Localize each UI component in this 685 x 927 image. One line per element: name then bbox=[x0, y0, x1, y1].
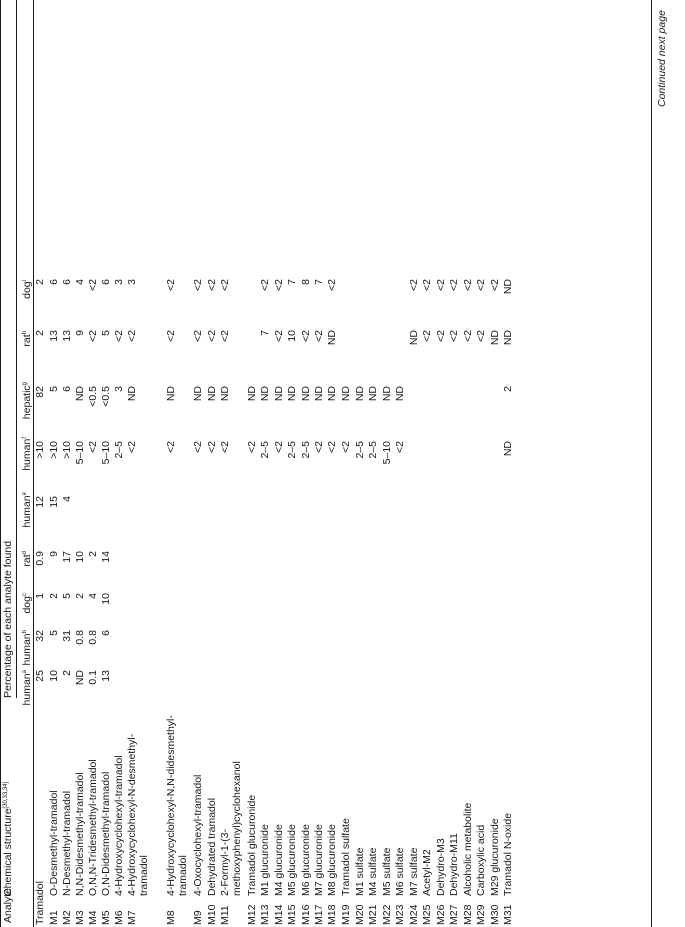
structure-cell: Acetyl-M2 bbox=[421, 849, 433, 896]
value-cell: 5 bbox=[100, 330, 112, 336]
value-cell: 5 bbox=[61, 593, 73, 599]
value-cell: 2 bbox=[34, 279, 46, 285]
value-cell: 2–5 bbox=[286, 441, 298, 459]
structure-cell: Dehydro-M3 bbox=[435, 838, 447, 896]
value-cell: ND bbox=[354, 386, 366, 402]
value-cell: <2 bbox=[113, 330, 125, 342]
value-cell: <2 bbox=[448, 279, 460, 291]
analyte-header: Analyte bbox=[2, 887, 14, 923]
analyte-cell: M11 bbox=[219, 905, 231, 925]
value-cell: 10 bbox=[286, 330, 298, 342]
structure-cell: M5 glucuronide bbox=[286, 824, 298, 896]
value-cell: 12 bbox=[34, 496, 46, 508]
structure-cell: 4-Hydroxycyclohexyl-tramadol bbox=[113, 755, 125, 896]
analyte-cell: M27 bbox=[448, 904, 460, 925]
structure-cell: Tramadol sulfate bbox=[340, 818, 352, 896]
analyte-cell: M30 bbox=[489, 904, 501, 925]
value-cell: 2–5 bbox=[259, 441, 271, 459]
value-cell: 3 bbox=[126, 279, 138, 285]
value-cell: 6 bbox=[48, 279, 60, 285]
value-cell: 13 bbox=[61, 330, 73, 342]
value-cell: ND bbox=[326, 330, 338, 346]
structure-cell: M1 sulfate bbox=[354, 847, 366, 896]
analyte-cell: M19 bbox=[340, 904, 352, 925]
value-cell: 2–5 bbox=[113, 441, 125, 459]
species-header-6: human$^f$ bbox=[21, 437, 33, 471]
value-cell: ND bbox=[286, 386, 298, 402]
value-cell: <2 bbox=[87, 441, 99, 453]
value-cell: <2 bbox=[165, 441, 177, 453]
value-cell: <2 bbox=[126, 330, 138, 342]
value-cell: 0.8 bbox=[87, 630, 99, 645]
structure-cell: Tramadol N-oxide bbox=[502, 812, 514, 896]
value-cell: 25 bbox=[34, 670, 46, 682]
value-cell: <2 bbox=[475, 279, 487, 291]
continued-note: Continued next page bbox=[656, 10, 668, 107]
structure-cell: Dehydrated tramadol bbox=[206, 797, 218, 896]
analyte-cell: M21 bbox=[367, 904, 379, 925]
value-cell: ND bbox=[502, 279, 514, 295]
species-header-3: dog$^c$ bbox=[21, 593, 33, 614]
value-cell: <2 bbox=[219, 279, 231, 291]
value-cell: <2 bbox=[165, 330, 177, 342]
analyte-cell: M20 bbox=[354, 904, 366, 925]
value-cell: 10 bbox=[48, 670, 60, 682]
analyte-cell: M5 bbox=[100, 910, 112, 925]
value-cell: 15 bbox=[48, 496, 60, 508]
value-cell: 5–10 bbox=[381, 441, 393, 465]
value-cell: <2 bbox=[87, 279, 99, 291]
value-cell: <2 bbox=[192, 279, 204, 291]
value-cell: 6 bbox=[61, 279, 73, 285]
value-cell: ND bbox=[192, 386, 204, 402]
value-cell: 9 bbox=[48, 551, 60, 557]
value-cell: 1 bbox=[34, 593, 46, 599]
structure-cell: M1 glucuronide bbox=[259, 824, 271, 896]
value-cell: ND bbox=[206, 386, 218, 402]
value-cell: <2 bbox=[206, 441, 218, 453]
structure-cell: M29 glucuronide bbox=[489, 818, 501, 896]
value-cell: <2 bbox=[340, 441, 352, 453]
species-header-8: rat$^h$ bbox=[21, 331, 33, 347]
species-header-2: human$^b$ bbox=[21, 630, 33, 666]
analyte-cell: M23 bbox=[394, 904, 406, 925]
structure-cell: 4-Hydroxycyclohexyl-N-desmethyl-tramadol bbox=[126, 733, 150, 896]
value-cell: <2 bbox=[408, 279, 420, 291]
value-cell: <2 bbox=[206, 279, 218, 291]
value-cell: 2 bbox=[74, 593, 86, 599]
analyte-cell: M31 bbox=[502, 904, 514, 925]
value-cell: <2 bbox=[273, 330, 285, 342]
value-cell: <2 bbox=[448, 330, 460, 342]
value-cell: 31 bbox=[61, 630, 73, 642]
analyte-cell: M1 bbox=[48, 910, 60, 925]
value-cell: <2 bbox=[87, 330, 99, 342]
value-cell: 3 bbox=[113, 279, 125, 285]
structure-cell: O,N-Didesmethyl-tramadol bbox=[100, 771, 112, 896]
value-cell: 13 bbox=[100, 670, 112, 682]
value-cell: <2 bbox=[246, 441, 258, 453]
structure-cell: 4-Oxocyclohexyl-tramadol bbox=[192, 774, 204, 896]
structure-cell: M7 sulfate bbox=[408, 847, 420, 896]
structure-header: Chemical structure[30,33,34] bbox=[2, 781, 14, 896]
value-cell: 8 bbox=[300, 279, 312, 285]
analyte-cell: M7 bbox=[126, 910, 138, 925]
value-cell: ND bbox=[340, 386, 352, 402]
percentage-header: Percentage of each analyte found bbox=[2, 540, 14, 698]
structure-cell: M4 sulfate bbox=[367, 847, 379, 896]
value-cell: <2 bbox=[300, 330, 312, 342]
analyte-cell: M4 bbox=[87, 910, 99, 925]
value-cell: ND bbox=[259, 386, 271, 402]
value-cell: ND bbox=[489, 330, 501, 346]
value-cell: 17 bbox=[61, 551, 73, 563]
table-top-rule bbox=[0, 0, 1, 927]
analyte-cell: M3 bbox=[74, 910, 86, 925]
value-cell: <2 bbox=[421, 330, 433, 342]
analyte-cell: M12 bbox=[246, 904, 258, 925]
structure-cell: O-Desmethyl-tramadol bbox=[48, 790, 60, 896]
value-cell: 7 bbox=[259, 330, 271, 336]
value-cell: ND bbox=[367, 386, 379, 402]
value-cell: 5–10 bbox=[74, 441, 86, 465]
value-cell: <0.5 bbox=[87, 386, 99, 407]
structure-cell: 4-Hydroxycyclohexyl-N,N-didesmethyl-tramadol bbox=[165, 715, 189, 896]
value-cell: 6 bbox=[100, 279, 112, 285]
value-cell: ND bbox=[219, 386, 231, 402]
value-cell: <2 bbox=[326, 441, 338, 453]
analyte-cell: M26 bbox=[435, 904, 447, 925]
structure-cell: 2-Formyl-1-(3-methoxyphenyl)cyclohexanol bbox=[219, 761, 243, 896]
value-cell: <2 bbox=[219, 330, 231, 342]
structure-cell: Carboxylic acid bbox=[475, 824, 487, 896]
value-cell: <2 bbox=[462, 279, 474, 291]
analyte-cell: M18 bbox=[326, 904, 338, 925]
value-cell: <2 bbox=[219, 441, 231, 453]
value-cell: <2 bbox=[313, 441, 325, 453]
value-cell: 4 bbox=[61, 496, 73, 502]
analyte-cell: M25 bbox=[421, 904, 433, 925]
value-cell: 6 bbox=[61, 386, 73, 392]
value-cell: 14 bbox=[100, 551, 112, 563]
value-cell: 6 bbox=[100, 630, 112, 636]
value-cell: 4 bbox=[74, 279, 86, 285]
value-cell: >10 bbox=[34, 441, 46, 459]
value-cell: ND bbox=[408, 330, 420, 346]
structure-cell: Alcoholic metabolite bbox=[462, 802, 474, 896]
value-cell: 4 bbox=[87, 593, 99, 599]
structure-cell: N,N-Didesmethyl-tramadol bbox=[74, 772, 86, 896]
value-cell: ND bbox=[273, 386, 285, 402]
value-cell: <2 bbox=[192, 330, 204, 342]
value-cell: ND bbox=[300, 386, 312, 402]
value-cell: 3 bbox=[113, 386, 125, 392]
value-cell: 2 bbox=[502, 386, 514, 392]
structure-cell: M7 glucuronide bbox=[313, 824, 325, 896]
value-cell: 10 bbox=[100, 593, 112, 605]
value-cell: 5 bbox=[48, 630, 60, 636]
analyte-cell: Tramadol bbox=[34, 881, 46, 925]
value-cell: 0.9 bbox=[34, 551, 46, 566]
value-cell: 5 bbox=[48, 386, 60, 392]
value-cell: <2 bbox=[394, 441, 406, 453]
value-cell: 2 bbox=[61, 670, 73, 676]
analyte-cell: M6 bbox=[113, 910, 125, 925]
value-cell: <2 bbox=[259, 279, 271, 291]
structure-cell: M4 glucuronide bbox=[273, 824, 285, 896]
analyte-cell: M14 bbox=[273, 904, 285, 925]
value-cell: ND bbox=[394, 386, 406, 402]
value-cell: <2 bbox=[326, 279, 338, 291]
value-cell: ND bbox=[74, 386, 86, 402]
value-cell: ND bbox=[313, 386, 325, 402]
value-cell: >10 bbox=[48, 441, 60, 459]
value-cell: <2 bbox=[489, 279, 501, 291]
analyte-cell: M2 bbox=[61, 910, 73, 925]
value-cell: <2 bbox=[165, 279, 177, 291]
value-cell: 7 bbox=[313, 279, 325, 285]
value-cell: <2 bbox=[313, 330, 325, 342]
value-cell: 2 bbox=[48, 593, 60, 599]
analyte-cell: M8 bbox=[165, 910, 177, 925]
value-cell: ND bbox=[326, 386, 338, 402]
analyte-cell: M16 bbox=[300, 904, 312, 925]
structure-cell: M8 glucuronide bbox=[326, 824, 338, 896]
value-cell: 0.1 bbox=[87, 670, 99, 685]
value-cell: ND bbox=[381, 386, 393, 402]
value-cell: ND bbox=[165, 386, 177, 402]
analyte-cell: M28 bbox=[462, 904, 474, 925]
structure-cell: Dehydro-M11 bbox=[448, 833, 460, 896]
analyte-cell: M17 bbox=[313, 904, 325, 925]
analyte-cell: M15 bbox=[286, 904, 298, 925]
percentage-underline bbox=[16, 0, 17, 698]
structure-cell: M6 glucuronide bbox=[300, 824, 312, 896]
analyte-cell: M9 bbox=[192, 910, 204, 925]
value-cell: ND bbox=[126, 386, 138, 402]
value-cell: 13 bbox=[48, 330, 60, 342]
value-cell: ND bbox=[246, 386, 258, 402]
species-header-5: human$^e$ bbox=[21, 492, 33, 528]
value-cell: 2–5 bbox=[367, 441, 379, 459]
structure-cell: M5 sulfate bbox=[381, 847, 393, 896]
value-cell: <2 bbox=[435, 330, 447, 342]
structure-cell: N-Desmethyl-tramadol bbox=[61, 790, 73, 896]
species-header-1: human$^a$ bbox=[21, 670, 33, 706]
value-cell: <0.5 bbox=[100, 386, 112, 407]
value-cell: 2 bbox=[34, 330, 46, 336]
value-cell: 10 bbox=[74, 551, 86, 563]
value-cell: <2 bbox=[435, 279, 447, 291]
value-cell: 9 bbox=[74, 330, 86, 336]
value-cell: 2 bbox=[87, 551, 99, 557]
structure-cell: Tramadol glucuronide bbox=[246, 794, 258, 896]
species-header-7: hepatic$^g$ bbox=[21, 382, 33, 420]
value-cell: <2 bbox=[273, 279, 285, 291]
value-cell: <2 bbox=[273, 441, 285, 453]
value-cell: <2 bbox=[126, 441, 138, 453]
analyte-cell: M29 bbox=[475, 904, 487, 925]
value-cell: <2 bbox=[462, 330, 474, 342]
species-header-9: dog$^i$ bbox=[21, 280, 33, 299]
value-cell: 5–10 bbox=[100, 441, 112, 465]
header-bottom-rule bbox=[33, 0, 34, 927]
structure-cell: M6 sulfate bbox=[394, 847, 406, 896]
value-cell: 7 bbox=[286, 279, 298, 285]
value-cell: 0.8 bbox=[74, 630, 86, 645]
value-cell: ND bbox=[502, 441, 514, 457]
value-cell: 2–5 bbox=[354, 441, 366, 459]
value-cell: <2 bbox=[475, 330, 487, 342]
analyte-cell: M24 bbox=[408, 904, 420, 925]
table-bottom-rule bbox=[651, 0, 652, 927]
value-cell: >10 bbox=[61, 441, 73, 459]
value-cell: 2–5 bbox=[300, 441, 312, 459]
value-cell: <2 bbox=[421, 279, 433, 291]
species-header-4: rat$^d$ bbox=[21, 551, 33, 567]
value-cell: <2 bbox=[192, 441, 204, 453]
analyte-cell: M10 bbox=[206, 904, 218, 925]
value-cell: 32 bbox=[34, 630, 46, 642]
value-cell: 82 bbox=[34, 386, 46, 398]
structure-cell: O,N,N-Tridesmethyl-tramadol bbox=[87, 759, 99, 896]
analyte-cell: M13 bbox=[259, 904, 271, 925]
value-cell: ND bbox=[502, 330, 514, 346]
value-cell: ND bbox=[74, 670, 86, 686]
analyte-cell: M22 bbox=[381, 904, 393, 925]
value-cell: <2 bbox=[206, 330, 218, 342]
